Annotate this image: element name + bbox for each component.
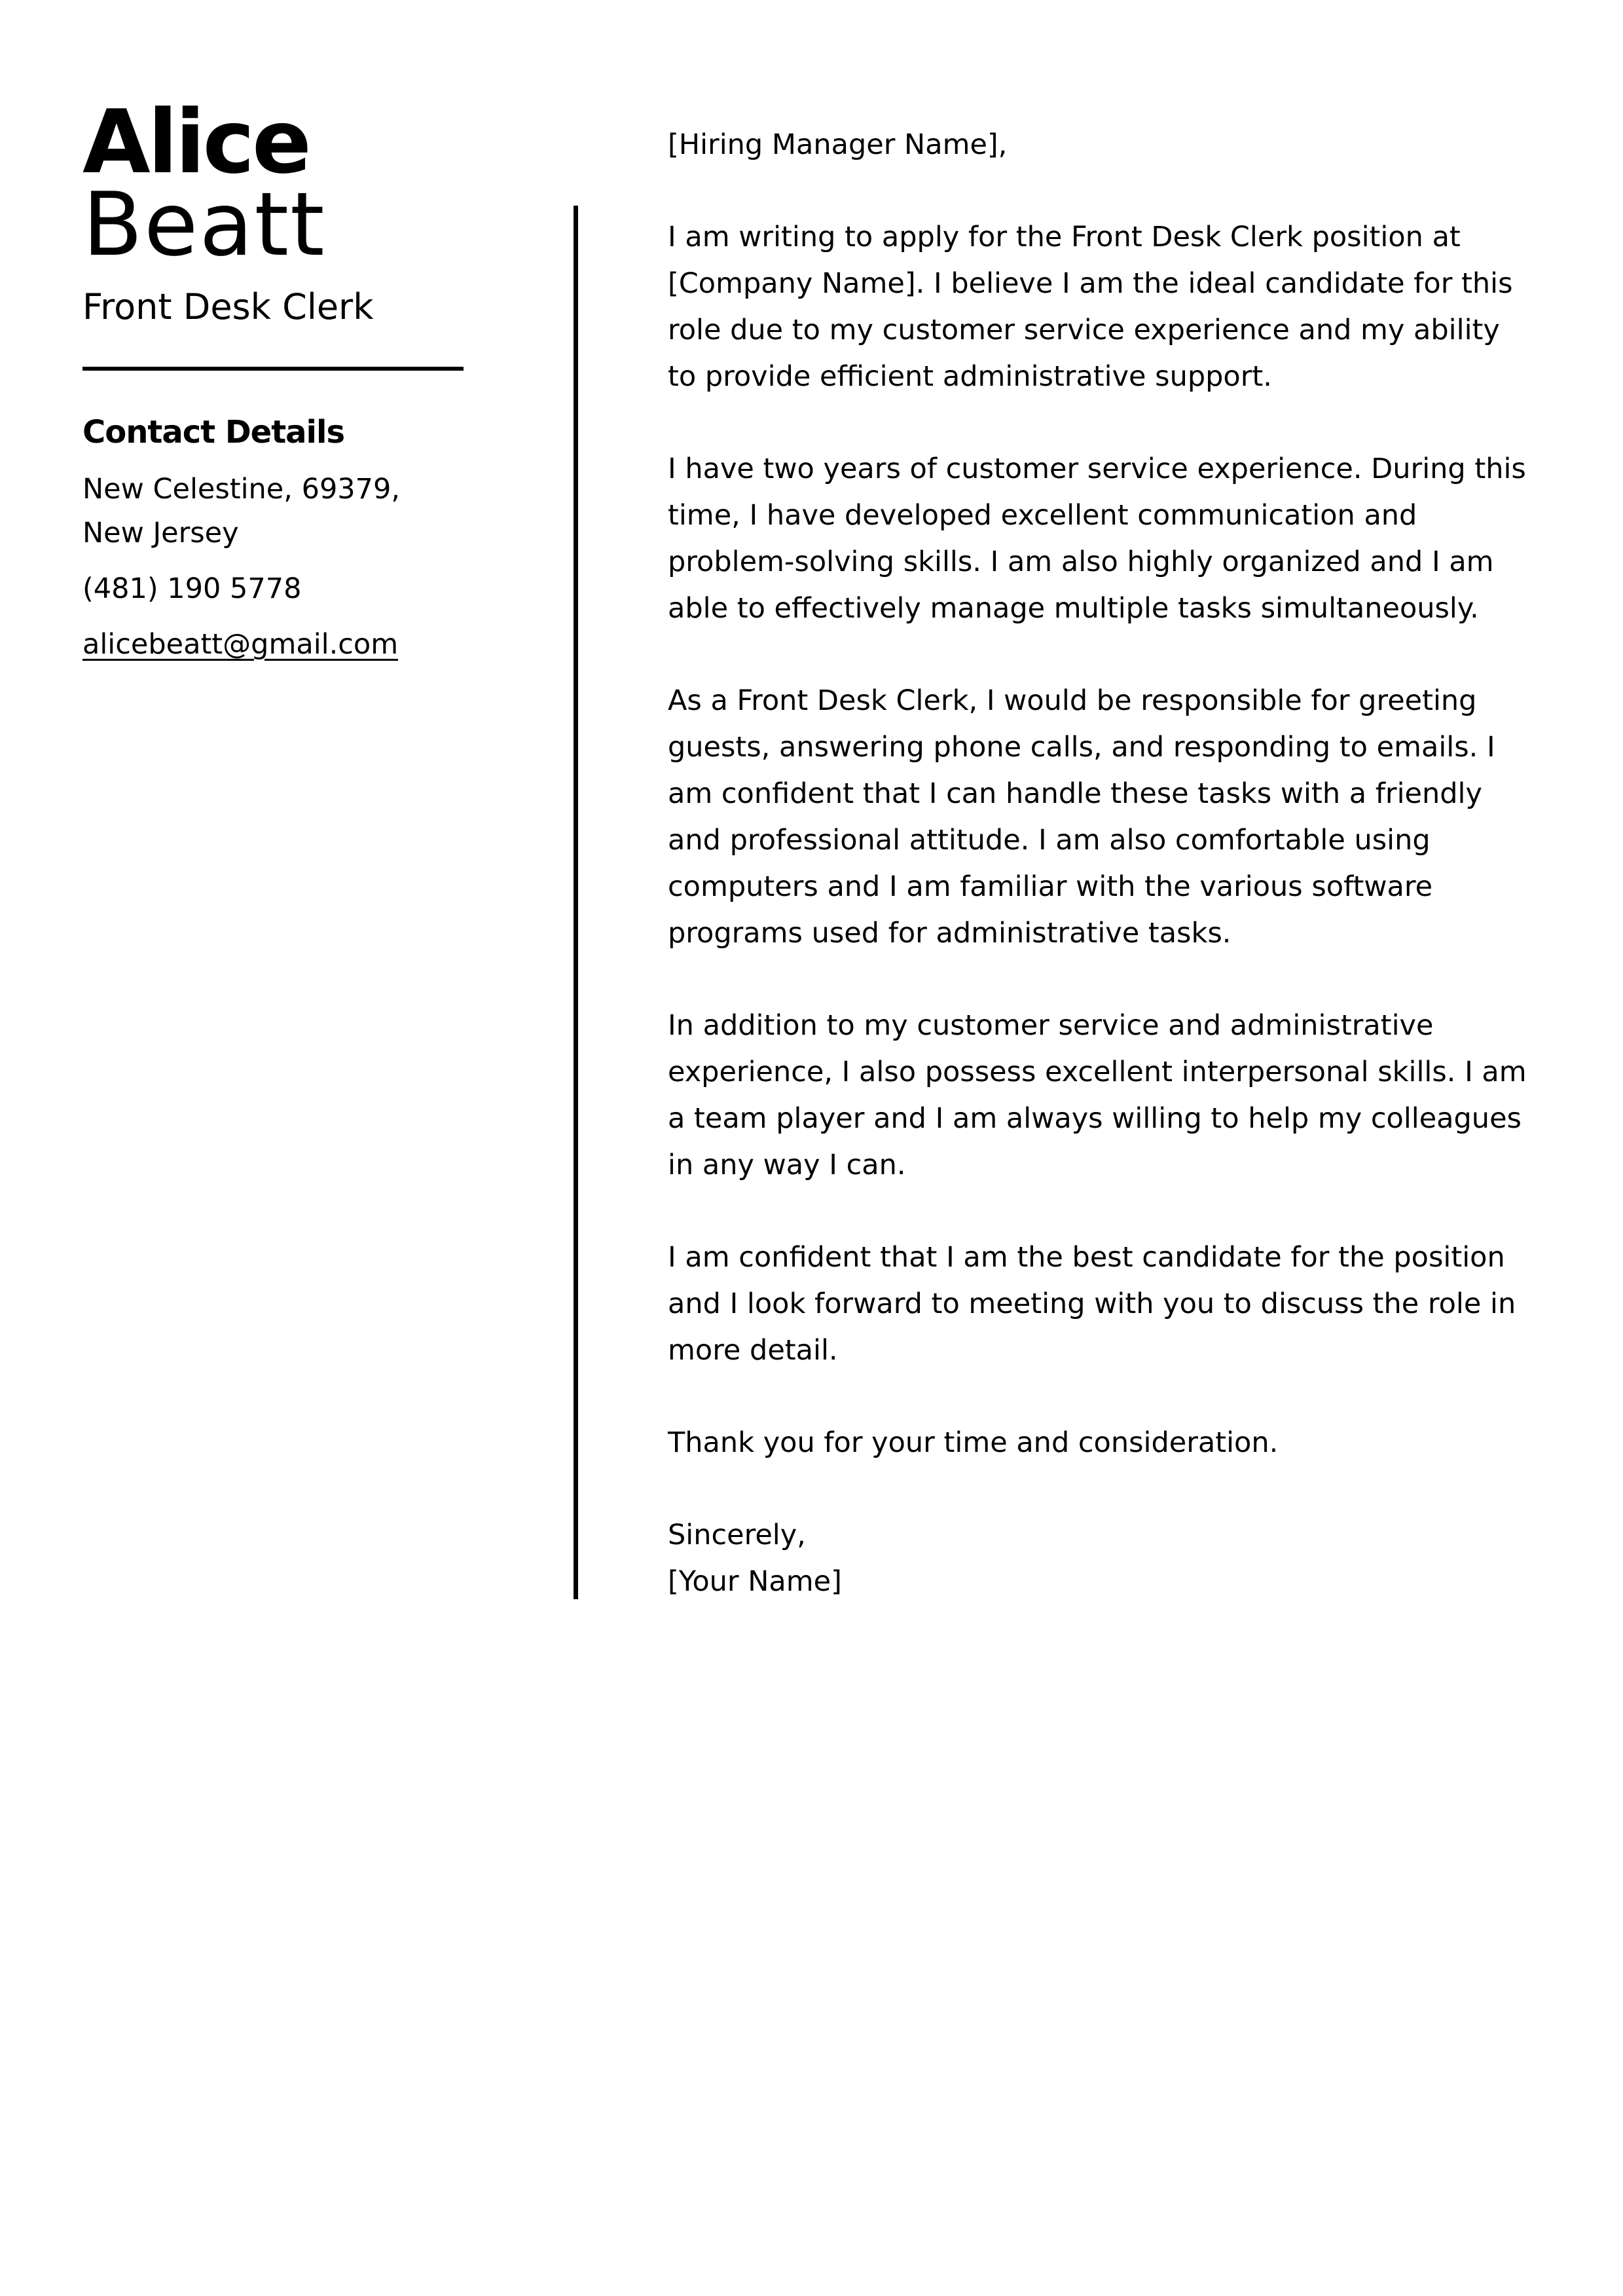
last-name: Beatt — [82, 174, 326, 276]
vertical-divider — [574, 206, 578, 1599]
letter-signature: [Your Name] — [668, 1565, 842, 1598]
contact-details-heading: Contact Details — [82, 414, 345, 451]
letter-body — [668, 122, 1532, 1605]
contact-address: New Celestine, 69379, New Jersey — [82, 473, 401, 549]
letter-paragraph: I have two years of customer service experience. During this time, I have developed excellent communication and problem-solving skills. I am also highly organized and I am able to effectively manage multiple tasks simultaneously. — [668, 453, 1526, 625]
contact-phone: (481) 190 5778 — [82, 572, 302, 605]
job-title: Front Desk Clerk — [82, 286, 374, 327]
letter-paragraph: I am writing to apply for the Front Desk Clerk position at [Company Name]. I believe I am the ideal candidate for this role due to my customer service experience and my ability to provide efficient administrative support. — [668, 221, 1513, 393]
first-name: Alice — [82, 91, 309, 193]
letter-paragraph: I am confident that I am the best candidate for the position and I look forward to meeting with you to discuss the role in more detail. — [668, 1241, 1516, 1367]
letter-sign-off: Sincerely, — [668, 1519, 806, 1551]
letter-paragraph: In addition to my customer service and administrative experience, I also possess excellent interpersonal skills. I am a team player and I am always willing to help my colleagues in any way I can. — [668, 1009, 1527, 1181]
letter-paragraph: As a Front Desk Clerk, I would be responsible for greeting guests, answering phone calls, and responding to emails. I am confident that I can handle these tasks with a friendly and professional attitude. I am also comfortable using computers and I am familiar with the various software programs used for administrative tasks. — [668, 684, 1495, 950]
title-divider — [82, 367, 464, 371]
contact-email-link[interactable]: alicebeatt@gmail.com — [82, 628, 399, 661]
letter-paragraph: Thank you for your time and consideration. — [668, 1426, 1279, 1459]
letter-greeting: [Hiring Manager Name], — [668, 128, 1008, 161]
sidebar — [82, 91, 475, 667]
